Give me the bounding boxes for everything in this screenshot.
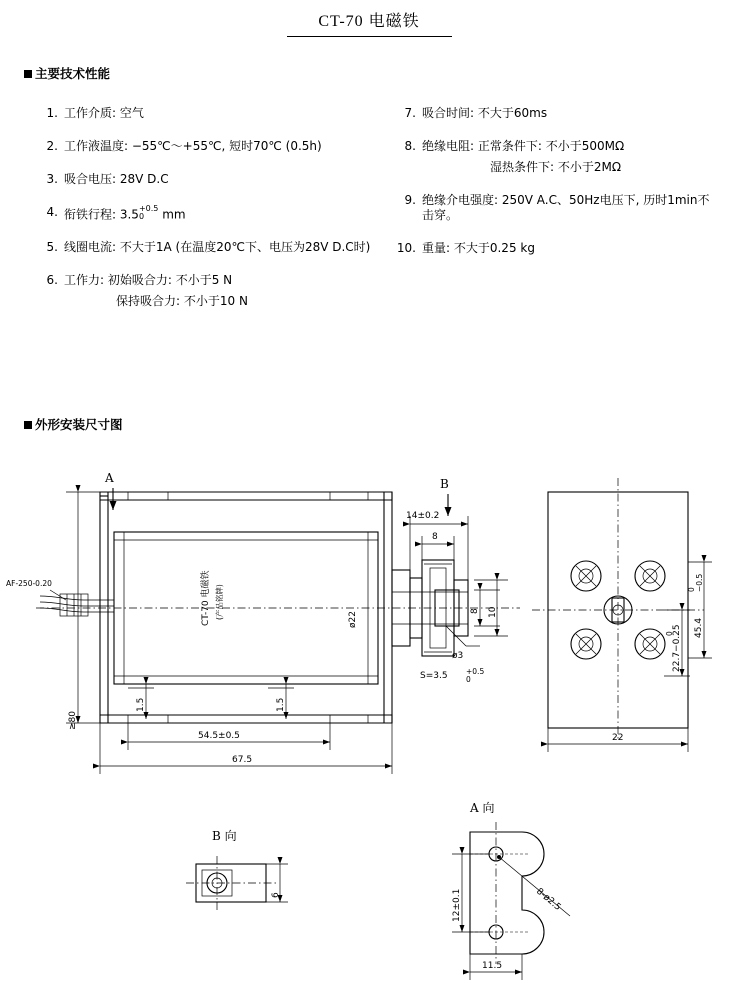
dim-ge80-label: ≥80 (68, 711, 78, 730)
list-item (390, 139, 720, 154)
view-a-dim-12-label: 12±0.1 (452, 888, 462, 922)
view-a-dim-115-label: 11.5 (482, 961, 503, 971)
list-item (32, 172, 382, 187)
list-item (32, 106, 382, 121)
spec-number: 8. (404, 139, 416, 153)
dim-67p5-label: 67.5 (232, 755, 253, 765)
spec-text: 绝缘介电强度: 250V A.C、50Hz电压下, 历时1min不击穿。 (422, 193, 710, 222)
tolerance-stack (139, 205, 158, 222)
dim-67p5 (100, 723, 392, 774)
spec-number: 6. (46, 273, 58, 288)
spec-text: 线圈电流: 不大于1A (在温度20℃下、电压为28V D.C时) (64, 240, 371, 255)
spec-number: 4. (46, 205, 58, 219)
dims-section-heading (24, 415, 123, 433)
view-a (452, 801, 570, 980)
list-item (32, 205, 382, 222)
spec-text: 绝缘电阻: 正常条件下: 不小于500MΩ (422, 139, 625, 153)
dim-54p5 (128, 723, 330, 750)
dim-22p7-tol-upper: 0 (665, 631, 674, 636)
svg-text:B: B (440, 477, 449, 491)
corner-boss-bl (571, 629, 601, 659)
wire-leader (50, 590, 66, 600)
list-item (390, 106, 720, 121)
dim-54p5-label: 54.5±0.5 (198, 731, 240, 741)
list-item (390, 193, 720, 223)
spec-number: 3. (46, 172, 58, 186)
svg-text:A 向: A 向 (470, 801, 495, 815)
bracket-top-rail (100, 492, 392, 500)
dimension-drawing (0, 440, 738, 990)
list-item (32, 240, 382, 255)
dia-3-callout (446, 626, 480, 661)
square-bullet-icon (24, 70, 32, 78)
nameplate-label (199, 570, 224, 626)
spec-unit: mm (162, 207, 186, 222)
dim-45p4-tol-lower: −0.5 (695, 573, 704, 592)
dim-8-top (422, 532, 454, 564)
spec-subitem: 保持吸合力: 不小于10 N (116, 294, 248, 309)
document-title-block (0, 8, 738, 35)
stroke-callout (420, 667, 484, 684)
spec-text: 工作介质: 空气 (64, 106, 144, 120)
specs-left-column (32, 106, 382, 327)
list-item (32, 139, 382, 154)
corner-boss-br (635, 629, 665, 659)
specs-heading-label: 主要技术性能 (35, 66, 111, 81)
dim-1p5-right-label: 1.5 (276, 697, 286, 712)
spec-text: 工作力: 初始吸合力: 不小于5 N (64, 273, 233, 288)
dim-10-label: 10 (488, 606, 498, 618)
spec-text: 吸合电压: 28V D.C (64, 172, 169, 186)
view-b-dim6-label: 6 (271, 892, 281, 898)
square-bullet-icon (24, 421, 32, 429)
list-item (390, 241, 720, 256)
svg-text:A: A (105, 471, 114, 485)
section-arrow-b (440, 477, 449, 516)
dim-45p4-label: 45.4 (694, 617, 704, 638)
spec-text-main: 衔铁行程: 3.5 (64, 207, 139, 222)
dim-45p4-tol-upper: 0 (687, 587, 696, 592)
spec-text: 吸合时间: 不大于60ms (422, 106, 548, 120)
spec-number: 7. (404, 106, 416, 120)
stroke-tol-lower: 0 (466, 675, 471, 684)
dim-22p7-label: 22.7−0.25 (672, 624, 682, 672)
spec-number: 2. (46, 139, 58, 153)
stroke-label: S=3.5 (420, 671, 448, 681)
dim-22-width-label: 22 (612, 733, 624, 743)
wire-spec-label: AF-250-0.20 (6, 579, 52, 588)
dim-14 (406, 511, 468, 580)
spec-number: 1. (46, 106, 58, 120)
dim-22p7 (664, 610, 690, 676)
tolerance-lower: 0 (138, 212, 145, 222)
dim-1p5-right (268, 684, 294, 719)
spec-text: 工作液温度: −55℃～+55℃, 短时70℃ (0.5h) (64, 139, 322, 153)
dim-1p5-left (128, 684, 154, 719)
section-arrow-a (104, 471, 114, 510)
dims-heading-label: 外形安装尺寸图 (35, 417, 123, 432)
page-title: CT-70 电磁铁 (318, 13, 420, 30)
diameter-22-label: ø22 (348, 611, 358, 628)
nameplate-subtext: (产品铭牌) (215, 584, 224, 620)
bracket-left-arm (100, 492, 108, 723)
dim-14-label: 14±0.2 (406, 511, 440, 521)
corner-boss-tl (571, 561, 601, 591)
stroke-tol-upper: +0.5 (466, 667, 485, 676)
lead-wires (40, 594, 114, 616)
svg-text:B 向: B 向 (212, 829, 237, 843)
spec-text: 重量: 不大于0.25 kg (422, 241, 535, 255)
corner-boss-tr (635, 561, 665, 591)
title-underline (287, 36, 452, 37)
spec-text (64, 205, 382, 222)
dim-1p5-left-label: 1.5 (136, 697, 146, 712)
spec-number: 5. (46, 240, 58, 255)
list-item (32, 273, 382, 288)
tolerance-upper: +0.5 (138, 204, 159, 213)
specs-right-column (390, 106, 720, 274)
dim-8-side-label: 8 (470, 608, 480, 614)
spec-number: 10. (396, 241, 416, 255)
view-a-hole-label: 8-ø2.5 (534, 886, 563, 913)
specs-section-heading (24, 64, 110, 82)
dim-8-top-label: 8 (432, 532, 438, 542)
front-view (532, 478, 704, 740)
view-b (186, 829, 288, 910)
bracket-bottom-rail (100, 715, 392, 723)
dia-3-label: ø3 (452, 651, 464, 661)
spec-subitem: 湿热条件下: 不小于2MΩ (490, 160, 622, 174)
nameplate-text: CT-70 电磁铁 (201, 570, 211, 626)
spec-number: 9. (404, 193, 416, 207)
